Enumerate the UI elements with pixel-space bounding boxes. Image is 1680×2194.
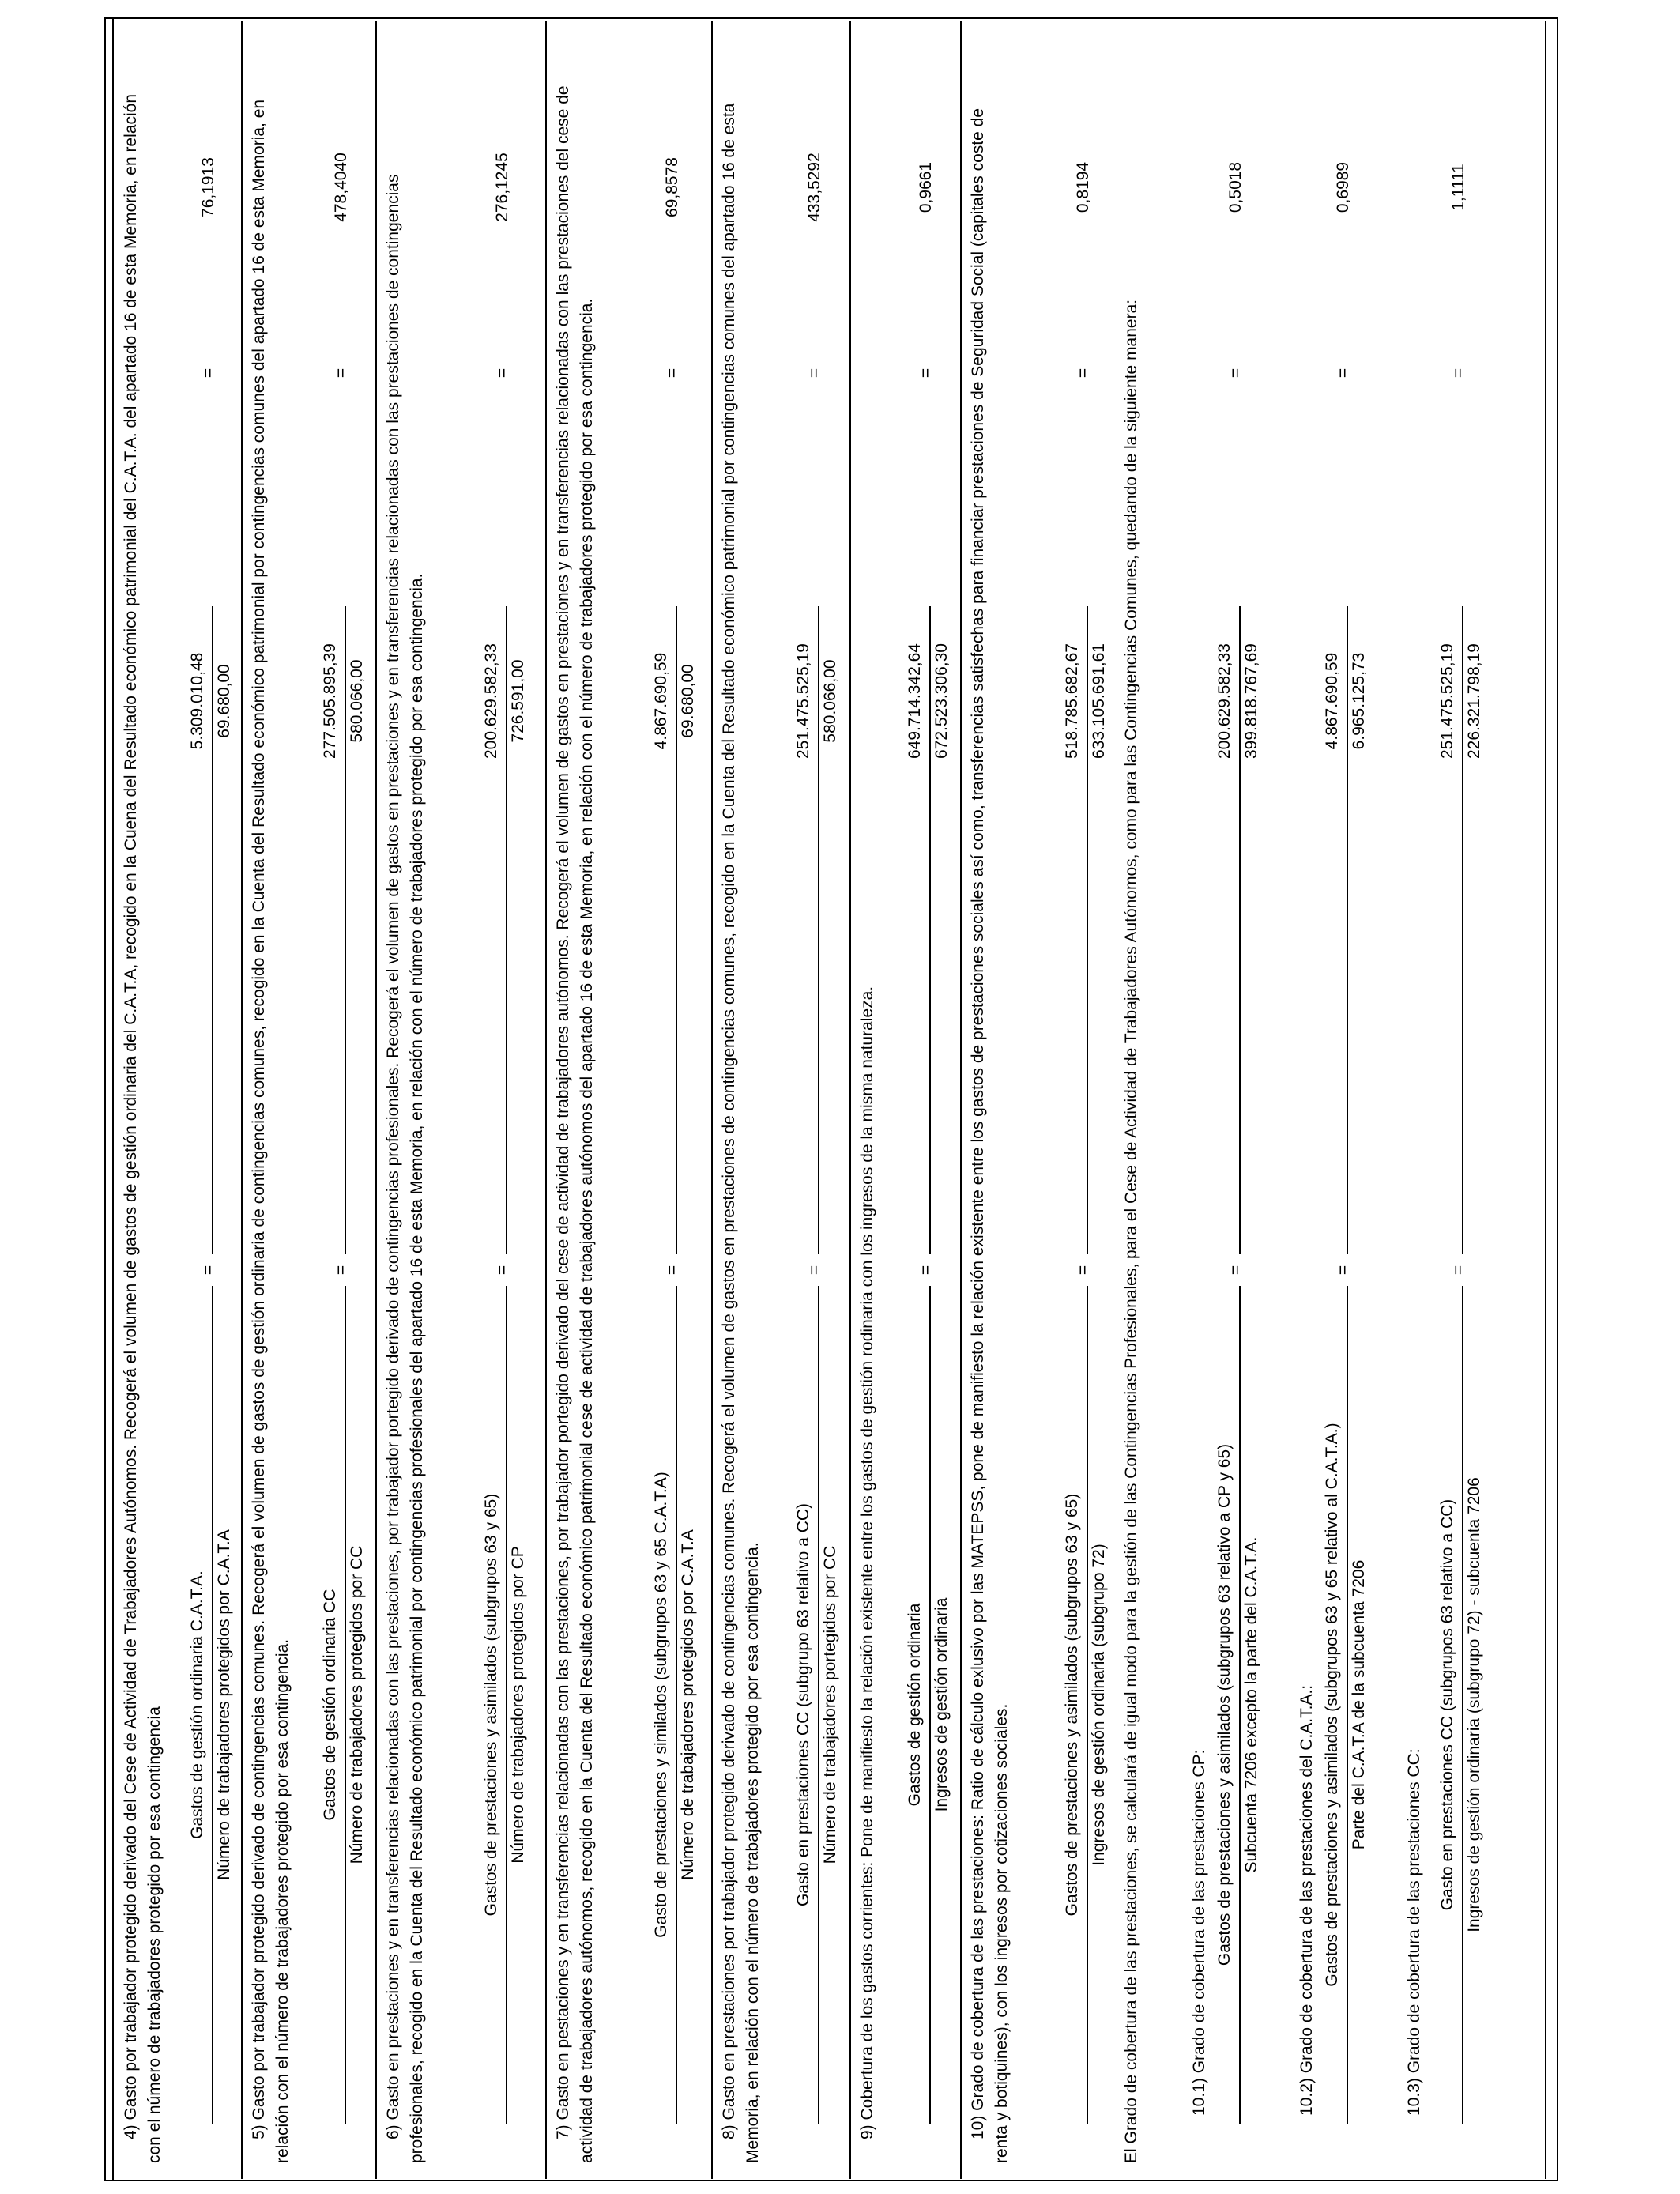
numerator-value: 4.867.690,59	[652, 652, 670, 750]
subsection-label: 10.3) Grado de cobertura de las prestaciones CC:	[1405, 1748, 1423, 2116]
ratio-result: 276,1245	[493, 153, 511, 222]
ratio-result: 433,5292	[805, 153, 823, 222]
numerator-value: 251.475.525,19	[794, 643, 812, 759]
section-description: 9) Cobertura de los gastos corrientes: Pone de manifiesto la relación existente entre los gastos de gestión rodinaria con los ingresos de la misma naturaleza.	[858, 986, 876, 2139]
ratio-fraction	[650, 21, 702, 2179]
denominator-value: 226.321.798,19	[1465, 643, 1483, 759]
ratio-fraction	[903, 21, 955, 2179]
equals-sign: =	[1449, 368, 1467, 379]
equals-sign: =	[1226, 1265, 1245, 1276]
equals-sign: =	[332, 368, 350, 379]
section-note: El Grado de cobertura de las prestaciones, se calculará de igual modo para la gestión de las Contingencias Profesionales, para el Cese de Actividad de Trabajadores Autónomos, como para las Contingencias Comunes, quedando de la siguiente manera:	[1122, 299, 1140, 2163]
subsection-label: 10.2) Grado de cobertura de las prestaciones del C.A.T.A.:	[1298, 1684, 1316, 2116]
fraction-denominator-label: Número de trabajadores protegidos por CP	[509, 1546, 527, 1864]
fraction-numerator-label: Gastos de prestaciones y asimilados (subgrupos 63 relativo a CP y 65)	[1215, 1443, 1234, 1966]
ratio-section-8	[711, 21, 849, 2179]
ratio-result: 0,8194	[1074, 161, 1092, 213]
numerator-value: 277.505.895,39	[321, 643, 339, 759]
equals-sign: =	[1074, 1265, 1092, 1276]
numerator-value: 4.867.690,59	[1323, 652, 1341, 750]
section-description: 4) Gasto por trabajador protegido derivado del Cese de Actividad de Trabajadores Autónomos. Recogerá el volumen de gastos de gestión ordinaria del C.A.T.A, recogido en la Cuena del Resultado económico patrimonial del C.A.T.A. del apartado 16 de esta Memoria, en relación con el número de trabajadores protegido por esa contingencia	[122, 93, 164, 2163]
ratio-result: 0,9661	[917, 161, 935, 213]
denominator-value: 726.591,00	[509, 659, 527, 743]
equals-sign: =	[1449, 1265, 1467, 1276]
denominator-value: 6.965.125,73	[1350, 652, 1368, 750]
ratio-section-4	[115, 21, 241, 2179]
equals-sign: =	[493, 1265, 511, 1276]
equals-sign: =	[199, 1265, 217, 1276]
page-inner-border	[112, 17, 114, 2181]
denominator-value: 580.066,00	[348, 659, 366, 743]
section-description: 8) Gasto en prestaciones por trabajador protegido derivado de contingencias comunes. Recogerá el volumen de gastos en prestaciones de contingencias comunes, recogido en la Cuenta del Resultado económico patrimonial por contingencias comunes del apartado 16 de esta Memoria, en relación con el número de trabajadores protegido por esa contingencia.	[720, 103, 762, 2163]
fraction-denominator-label: Número de trabajadores protegidos por CC	[348, 1545, 366, 1864]
ratio-result: 0,6989	[1334, 161, 1352, 213]
section-divider	[1545, 21, 1546, 2179]
ratio-fraction	[792, 21, 844, 2179]
ratio-fraction	[186, 21, 238, 2179]
fraction-numerator-label: Gastos de gestión ordinaria C.A.T.A.	[188, 1570, 206, 1839]
equals-sign: =	[663, 368, 681, 379]
fraction-numerator-label: Gastos de prestaciones y asimilados (subgrupos 63 y 65)	[482, 1493, 500, 1917]
ratio-result: 478,4040	[332, 153, 350, 222]
fraction-numerator-label: Gasto en prestaciones CC (subgrupos 63 relativo a CC)	[1438, 1498, 1456, 1911]
numerator-value: 200.629.582,33	[1215, 643, 1234, 759]
equals-sign: =	[917, 368, 935, 379]
section-description: 10) Grado de cobertura de las prestaciones: Ratio de cálculo exlusivo por las MATEPSS, pone de manifiesto la relación existente entre los gastos de prestaciones sociales así como, transferencias satisfechas para financiar prestaciones de Seguridad Social (capitales coste de renta y botiquines), con los ingresos por cotizaciones sociales.	[969, 108, 1011, 2163]
fraction-numerator-label: Gastos de prestaciones y asimilados (subgrupos 63 y 65)	[1063, 1493, 1081, 1917]
ratio-section-9	[849, 21, 960, 2179]
ratio-section-6	[375, 21, 545, 2179]
denominator-value: 399.818.767,69	[1242, 643, 1260, 759]
equals-sign: =	[1074, 368, 1092, 379]
ratio-result: 69,8578	[663, 157, 681, 217]
fraction-numerator-label: Gasto en prestaciones CC (subgrupo 63 relativo a CC)	[794, 1502, 812, 1907]
equals-sign: =	[917, 1265, 935, 1276]
fraction-denominator-label: Ingresos de gestión ordinaria (subgrupo 72)	[1090, 1544, 1108, 1866]
fraction-numerator-label: Gastos de prestaciones y asimilados (subgrupos 63 y 65 relativo al C.A.T.A.)	[1323, 1423, 1341, 1987]
equals-sign: =	[1334, 368, 1352, 379]
equals-sign: =	[1334, 1265, 1352, 1276]
fraction-denominator-label: Parte del C.A.T.A de la subcuenta 7206	[1350, 1559, 1368, 1850]
equals-sign: =	[805, 368, 823, 379]
denominator-value: 672.523.306,30	[932, 643, 951, 759]
fraction-numerator-label: Gastos de gestión ordinaria	[906, 1603, 924, 1807]
numerator-value: 5.309.010,48	[188, 652, 206, 750]
fraction-denominator-label: Número de trabajadores protegidos por C.A.T.A	[215, 1529, 233, 1880]
equals-sign: =	[332, 1265, 350, 1276]
equals-sign: =	[1226, 368, 1245, 379]
denominator-value: 69.680,00	[679, 664, 697, 738]
numerator-value: 518.785.682,67	[1063, 643, 1081, 759]
ratio-fraction	[1060, 21, 1113, 2179]
numerator-value: 251.475.525,19	[1438, 643, 1456, 759]
ratio-result: 1,1111	[1449, 164, 1467, 211]
ratio-fraction	[318, 21, 371, 2179]
ratio-fraction	[1320, 21, 1373, 2179]
fraction-denominator-label: Ingresos de gestión ordinaria	[932, 1597, 951, 1812]
section-description: 5) Gasto por trabajador protegido derivado de contingencias comunes. Recogerá el volumen de gastos de gestión ordinaria de contingencias comunes, recogido en la Cuenta del Resultado económico patrimonial por contingencias comunes del apartado 16 de esta Memoria, en relación con el número de trabajadores protegido por esa contingencia.	[250, 99, 292, 2163]
numerator-value: 200.629.582,33	[482, 643, 500, 759]
denominator-value: 69.680,00	[215, 664, 233, 738]
ratio-fraction	[1213, 21, 1265, 2179]
rotated-content	[115, 21, 1557, 2179]
ratio-section-5	[241, 21, 375, 2179]
fraction-denominator-label: Número de trabajadores protegidos por C.A.T.A	[679, 1529, 697, 1880]
denominator-value: 633.105.691,61	[1090, 643, 1108, 759]
fraction-numerator-label: Gastos de gestión ordinaria CC	[321, 1589, 339, 1821]
fraction-denominator-label: Ingresos de gestión ordinaria (subgrupo 72) - subcuenta 7206	[1465, 1477, 1483, 1932]
section-description: 6) Gasto en prestaciones y en transferencias relacionadas con las prestaciones, por trabajador portegido derivado de contingencias profesionales. Recogerá el volumen de gastos en prestaciones y en transferencias relacionadas con las prestaciones de contingencias profesionales, recogido en la Cuenta del Resultado económico patrimonial por contingencias profesionales del apartado 16 de esta Memoria, en relación con el número de trabajadores protegido por esa contingencia.	[384, 174, 426, 2163]
equals-sign: =	[805, 1265, 823, 1276]
ratio-result: 0,5018	[1226, 161, 1245, 213]
equals-sign: =	[199, 368, 217, 379]
ratio-fraction	[1436, 21, 1488, 2179]
equals-sign: =	[663, 1265, 681, 1276]
denominator-value: 580.066,00	[821, 659, 839, 743]
ratio-fraction	[480, 21, 532, 2179]
fraction-denominator-label: Subcuenta 7206 excepto la parte del C.A.T.A.	[1242, 1536, 1260, 1873]
section-description: 7) Gasto en pestaciones y en transferencias relacionadas con las prestaciones, por trabajador portegido derivado del cese de actividad de trabajadores autónomos. Recogerá el volumen de gastos en prestaciones y en transferencias relacionadas con las prestaciones del cese de actividad de trabajadores autónomos, recogido en la Cuenta del Resultado económico patrimonial cese de actividad de trabajadores autónomos del apartado 16 de esta Memoria, en relación con el número de trabajadores protegido por esa contingencia.	[554, 85, 596, 2163]
fraction-denominator-label: Número de trabajadores portegidos por CC	[821, 1545, 839, 1864]
equals-sign: =	[493, 368, 511, 379]
subsection-label: 10.1) Grado de cobertura de las prestaciones CP:	[1190, 1749, 1208, 2116]
numerator-value: 649.714.342,64	[906, 643, 924, 759]
ratio-section-7	[545, 21, 711, 2179]
ratio-result: 76,1913	[199, 157, 217, 217]
ratio-section-10	[960, 21, 1545, 2179]
fraction-numerator-label: Gasto de prestaciones y similados (subgrupos 63 y 65 C.A.T.A)	[652, 1472, 670, 1938]
